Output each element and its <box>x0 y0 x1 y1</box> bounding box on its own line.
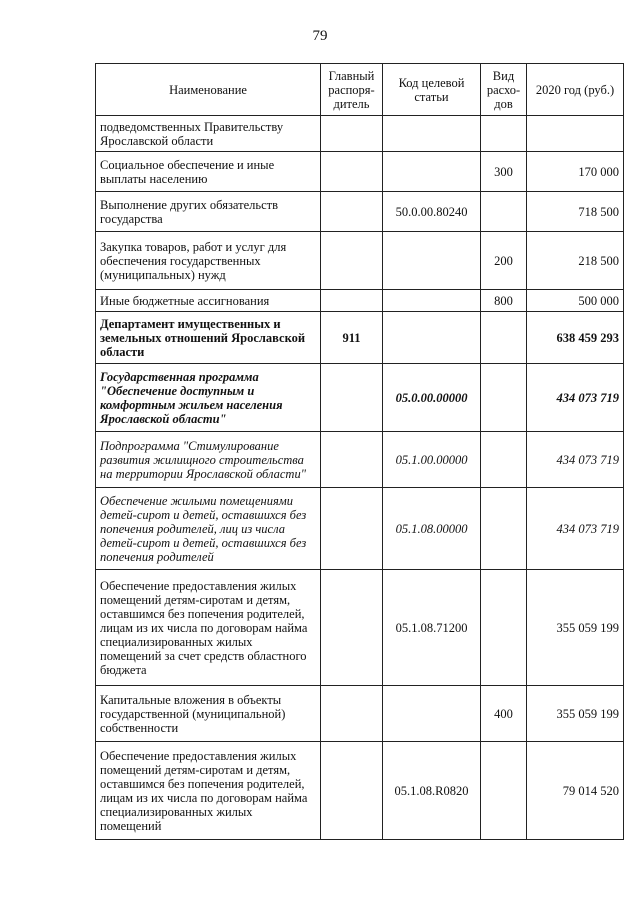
row-kind <box>481 570 527 686</box>
row-grs <box>321 432 383 488</box>
row-grs <box>321 570 383 686</box>
table-row <box>96 232 624 290</box>
table-row <box>96 312 624 364</box>
header-name: Наименование <box>96 64 321 116</box>
page-number: 79 <box>312 28 328 44</box>
row-name: подведомственных Правительству Ярославской области <box>96 116 321 152</box>
row-kind <box>481 116 527 152</box>
header-amount: 2020 год (руб.) <box>527 64 624 116</box>
row-grs <box>321 232 383 290</box>
row-code <box>383 290 481 312</box>
table-row <box>96 432 624 488</box>
row-grs <box>321 116 383 152</box>
row-amount <box>527 116 624 152</box>
row-name: Обеспечение предоставления жилых помещений детям-сиротам и детям, оставшимся без попечения родителей, лицам из их числа по договорам найма специализированных жилых помещений за счет средств областного бюджета <box>96 570 321 686</box>
row-amount: 434 073 719 <box>527 432 624 488</box>
row-name: Капитальные вложения в объекты государственной (муниципальной) собственности <box>96 686 321 742</box>
row-amount: 170 000 <box>527 152 624 192</box>
row-grs: 911 <box>321 312 383 364</box>
row-amount: 434 073 719 <box>527 364 624 432</box>
row-amount: 638 459 293 <box>527 312 624 364</box>
row-name: Обеспечение жилыми помещениями детей-сирот и детей, оставшихся без попечения родителей, лиц из числа детей-сирот и детей, оставшихся без попечения родителей <box>96 488 321 570</box>
table-row <box>96 686 624 742</box>
table-row <box>96 152 624 192</box>
budget-table <box>95 63 624 840</box>
row-kind: 800 <box>481 290 527 312</box>
row-name: Закупка товаров, работ и услуг для обеспечения государственных (муниципальных) нужд <box>96 232 321 290</box>
table-row <box>96 192 624 232</box>
row-grs <box>321 364 383 432</box>
row-code <box>383 232 481 290</box>
row-kind: 400 <box>481 686 527 742</box>
row-kind <box>481 364 527 432</box>
header-kind: Вид расхо-дов <box>481 64 527 116</box>
row-amount: 434 073 719 <box>527 488 624 570</box>
row-amount: 218 500 <box>527 232 624 290</box>
row-kind <box>481 312 527 364</box>
table-header-row <box>96 64 624 116</box>
row-name: Обеспечение предоставления жилых помещений детям-сиротам и детям, оставшимся без попечения родителей, лицам из их числа по договорам найма специализированных жилых помещений <box>96 742 321 840</box>
table-row <box>96 488 624 570</box>
row-code <box>383 116 481 152</box>
row-code: 05.1.08.R0820 <box>383 742 481 840</box>
row-amount: 500 000 <box>527 290 624 312</box>
row-name: Государственная программа "Обеспечение доступным и комфортным жильем населения Ярославской области" <box>96 364 321 432</box>
table-row <box>96 570 624 686</box>
row-grs <box>321 742 383 840</box>
row-kind <box>481 488 527 570</box>
row-name: Подпрограмма "Стимулирование развития жилищного строительства на территории Ярославской области" <box>96 432 321 488</box>
row-kind <box>481 742 527 840</box>
row-amount: 79 014 520 <box>527 742 624 840</box>
table-row <box>96 364 624 432</box>
row-grs <box>321 488 383 570</box>
row-amount: 718 500 <box>527 192 624 232</box>
row-code <box>383 152 481 192</box>
row-amount: 355 059 199 <box>527 686 624 742</box>
row-name: Иные бюджетные ассигнования <box>96 290 321 312</box>
row-grs <box>321 686 383 742</box>
table-row <box>96 742 624 840</box>
row-code: 05.1.00.00000 <box>383 432 481 488</box>
row-grs <box>321 152 383 192</box>
row-grs <box>321 192 383 232</box>
row-code: 05.1.08.71200 <box>383 570 481 686</box>
row-code <box>383 686 481 742</box>
table-row <box>96 290 624 312</box>
row-kind: 300 <box>481 152 527 192</box>
row-grs <box>321 290 383 312</box>
row-code: 50.0.00.80240 <box>383 192 481 232</box>
row-name: Выполнение других обязательств государства <box>96 192 321 232</box>
header-code: Код целевой статьи <box>383 64 481 116</box>
table-row <box>96 116 624 152</box>
row-name: Департамент имущественных и земельных отношений Ярославской области <box>96 312 321 364</box>
row-code: 05.0.00.00000 <box>383 364 481 432</box>
row-code <box>383 312 481 364</box>
row-kind <box>481 192 527 232</box>
row-code: 05.1.08.00000 <box>383 488 481 570</box>
row-kind: 200 <box>481 232 527 290</box>
row-amount: 355 059 199 <box>527 570 624 686</box>
row-name: Социальное обеспечение и иные выплаты населению <box>96 152 321 192</box>
header-grs: Главный распоря-дитель <box>321 64 383 116</box>
row-kind <box>481 432 527 488</box>
